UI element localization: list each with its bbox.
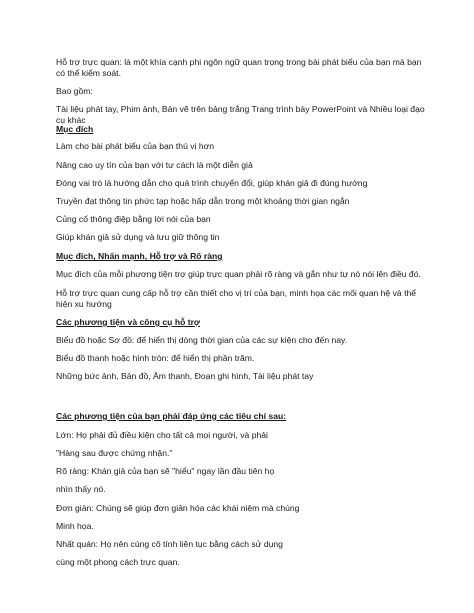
criteria-line-1: Lớn: Họ phải đủ điều kiện cho tất cả mọi người, và phải [56, 430, 268, 440]
purpose-item-1: Làm cho bài phát biểu của bạn thú vị hơn [56, 141, 215, 151]
criteria-line-2: "Hàng sau được chứng nhận." [56, 448, 173, 458]
tools-item-3: Những bức ảnh, Bản đồ, Âm thanh, Đoạn ghi hình, Tài liệu phát tay [56, 371, 314, 381]
emphasis-paragraph-1: Mục đích của mỗi phương tiện trợ giúp trực quan phải rõ ràng và gắn như tự nó nói lên điều đó. [56, 269, 421, 279]
criteria-line-8: cùng một phong cách trực quan. [56, 557, 180, 567]
heading-tools: Các phương tiện và công cụ hỗ trợ [56, 317, 201, 327]
criteria-line-5: Đơn giản: Chúng sẽ giúp đơn giản hóa các khái niệm mà chúng [56, 503, 300, 513]
heading-purpose: Mục đích [56, 124, 94, 134]
purpose-item-6: Giúp khán giả sử dụng và lưu giữ thông tin [56, 232, 220, 242]
criteria-line-6: Minh họa. [56, 521, 94, 531]
purpose-item-3: Đóng vai trò là hướng dẫn cho quá trình chuyển đổi, giúp khán giả đi đúng hướng [56, 178, 368, 188]
criteria-line-4: nhìn thấy nó. [56, 484, 106, 494]
emphasis-paragraph-2: Hỗ trợ trực quan cung cấp hỗ trợ cần thiết cho vị trí của bạn, minh họa các mối quan hệ và thể hiện xu hướng [56, 288, 417, 309]
tools-item-2: Biểu đồ thanh hoặc hình tròn: để hiển thị phần trăm. [56, 353, 255, 363]
purpose-item-4: Truyền đạt thông tin phức tạp hoặc hấp dẫn trong một khoảng thời gian ngắn [56, 196, 350, 206]
purpose-item-5: Củng cố thông điệp bằng lời nói của bạn [56, 214, 211, 224]
tools-item-1: Biểu đồ hoặc Sơ đồ: để hiển thị dòng thời gian của các sự kiện cho đến nay. [56, 335, 348, 345]
includes-list: Tài liệu phát tay, Phim ảnh, Bản vẽ trên bảng trắng Trang trình bày PowerPoint và Nhiều loại đạo cụ khác [56, 104, 425, 125]
heading-criteria: Các phương tiện của bạn phải đáp ứng các tiêu chí sau: [56, 411, 287, 421]
includes-label: Bao gồm: [56, 86, 93, 96]
heading-emphasis: Mục đích, Nhấn mạnh, Hỗ trợ và Rõ ràng [56, 251, 223, 261]
criteria-line-3: Rõ ràng: Khán giả của bạn sẽ "hiểu" ngay lần đầu tiên họ [56, 466, 275, 476]
criteria-line-7: Nhất quán: Họ nên cùng cô tính liên tục bằng cách sử dụng [56, 539, 283, 549]
purpose-item-2: Nâng cao uy tín của bạn với tư cách là một diễn giả [56, 160, 253, 170]
intro-paragraph: Hỗ trợ trực quan: là một khía cạnh phi ngôn ngữ quan trọng trong bài phát biểu của bạn mà bạn có thể kiểm soát. [56, 57, 422, 78]
